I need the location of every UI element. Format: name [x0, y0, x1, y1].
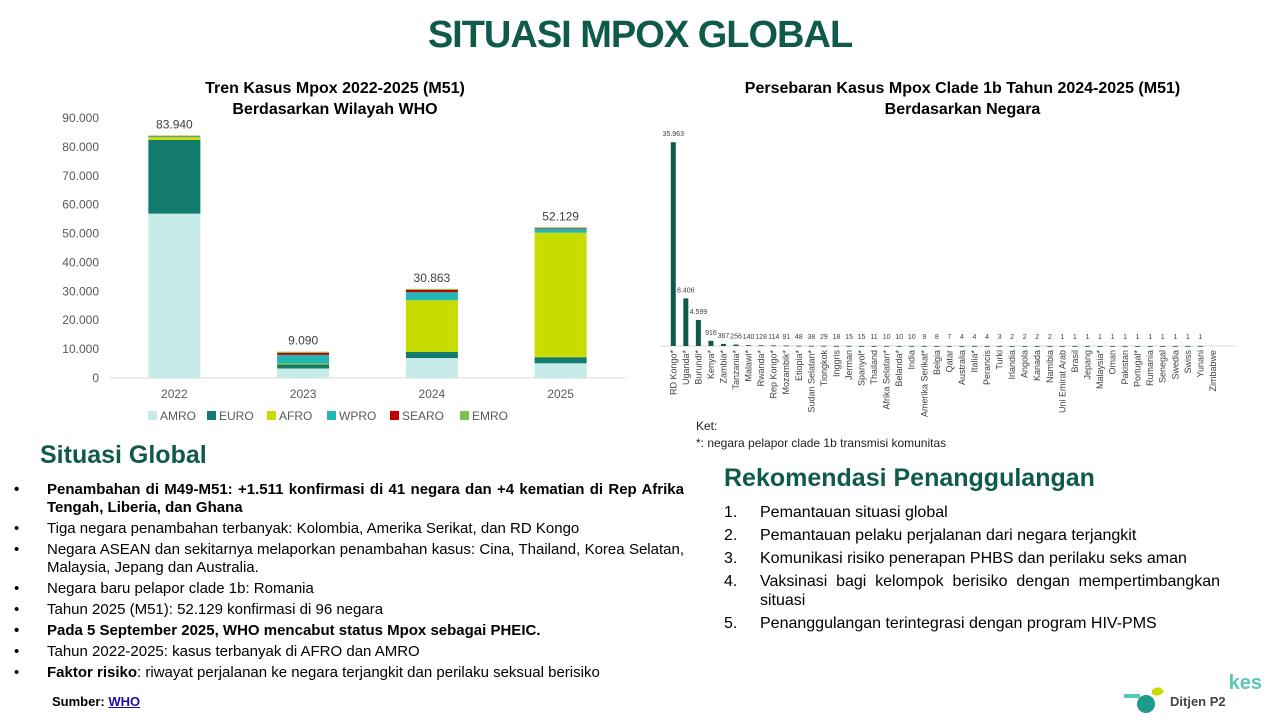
logo-icon [1124, 680, 1168, 724]
situasi-item-text: Tahun 2022-2025: kasus terbanyak di AFRO dan AMRO [47, 643, 420, 660]
situasi-item [14, 601, 684, 619]
value-label: 4.599 [690, 309, 708, 316]
rekomendasi-item [724, 614, 1220, 633]
country-label: Pakistan [1120, 350, 1130, 385]
situasi-global-title: Situasi Global [40, 441, 207, 470]
y-tick-label: 30.000 [62, 284, 99, 298]
chart2-country-bar [660, 110, 1260, 430]
chart2-title-line1: Persebaran Kasus Mpox Clade 1b Tahun 2024-2025 (M51) [700, 78, 1225, 99]
country-bar [683, 298, 688, 346]
bar-afro-2025 [535, 233, 587, 358]
country-label: Amerika Serikat* [919, 350, 929, 418]
situasi-item-text: : riwayat perjalanan ke negara terjangkit dan perilaku seksual berisiko [137, 664, 600, 681]
country-bar [1123, 346, 1128, 347]
value-label: 3 [998, 334, 1002, 341]
rekomendasi-item [724, 526, 1220, 545]
y-tick-label: 70.000 [62, 169, 99, 183]
country-label: Malawi* [744, 350, 754, 382]
rekomendasi-number: 2. [724, 526, 737, 545]
situasi-item-text: Penambahan di M49-M51: +1.511 konfirmasi di 41 negara dan +4 kematian di Rep Afrika Tengah, Liberia, dan Ghana [47, 481, 684, 516]
bar-wpro-2023 [277, 355, 329, 364]
value-label: 1 [1098, 334, 1102, 341]
value-label: 1 [1186, 334, 1190, 341]
bullet-icon: • [14, 601, 19, 619]
x-tick-label: 2023 [290, 387, 317, 401]
legend-swatch-wpro [327, 411, 336, 420]
bullet-icon: • [14, 622, 19, 640]
y-tick-label: 80.000 [62, 140, 99, 154]
country-label: Oman [1108, 350, 1118, 375]
bar-wpro-2022 [148, 136, 200, 137]
bar-searo-2023 [277, 353, 329, 355]
bullet-icon: • [14, 541, 19, 559]
value-label: 1 [1060, 334, 1064, 341]
legend-label: SEARO [402, 409, 444, 423]
country-label: Italia* [969, 350, 979, 373]
country-bar [846, 346, 851, 347]
country-label: Rwanda* [756, 350, 766, 387]
country-bar [959, 346, 964, 347]
kemenkes-logo [1124, 672, 1274, 716]
legend-label: AFRO [279, 409, 312, 423]
note-heading: Ket: [696, 418, 946, 435]
country-bar [1060, 346, 1065, 347]
country-bar [897, 346, 902, 347]
x-tick-label: 2022 [161, 387, 188, 401]
country-bar [922, 346, 927, 347]
legend-label: EMRO [472, 409, 508, 423]
country-label: Thailand [869, 350, 879, 385]
value-label: 48 [795, 334, 803, 341]
bar-searo-2025 [535, 228, 587, 229]
country-label: Australia [957, 350, 967, 385]
country-label: Brasil [1070, 350, 1080, 373]
bullet-icon: • [14, 643, 19, 661]
country-bar [1198, 346, 1203, 347]
value-label: 15 [845, 334, 853, 341]
country-bar [1185, 346, 1190, 347]
value-label: 11 [870, 334, 877, 341]
chart2-note [696, 418, 946, 452]
country-bar [809, 346, 814, 347]
source-line [52, 694, 140, 709]
country-label: Spanyol* [857, 350, 867, 387]
country-label: Perancis [982, 350, 992, 386]
country-bar [721, 344, 726, 346]
situasi-item-text: Tiga negara penambahan terbanyak: Kolombia, Amerika Serikat, dan RD Kongo [47, 520, 579, 537]
value-label: 9 [922, 334, 926, 341]
situasi-item-text: Negara baru pelapor clade 1b: Romania [47, 580, 314, 597]
total-label: 83.940 [156, 118, 193, 132]
country-label: Etiopia* [794, 350, 804, 382]
value-label: 8.406 [677, 287, 695, 294]
country-bar [947, 346, 952, 347]
country-bar [834, 346, 839, 347]
bar-euro-2023 [277, 364, 329, 368]
country-bar [1110, 346, 1115, 347]
value-label: 1 [1123, 334, 1127, 341]
country-bar [696, 320, 701, 346]
rekomendasi-list [724, 503, 1220, 637]
chart1-stacked-bar [0, 105, 640, 445]
value-label: 4 [960, 334, 964, 341]
country-bar [759, 345, 764, 346]
country-bar [859, 346, 864, 347]
country-label: Uni Emirat Arab [1057, 350, 1067, 413]
total-label: 9.090 [288, 334, 318, 348]
value-label: 1 [1173, 334, 1177, 341]
country-label: Mozambik* [781, 350, 791, 395]
situasi-item-text: Tahun 2025 (M51): 52.129 konfirmasi di 96 negara [47, 601, 383, 618]
country-label: Senegal [1158, 350, 1168, 383]
country-label: Tanzania* [731, 350, 741, 390]
country-bar [734, 345, 739, 346]
situasi-item [14, 481, 684, 517]
y-tick-label: 20.000 [62, 313, 99, 327]
country-label: Sudan Selatan* [806, 350, 816, 413]
country-label: Namibia [1045, 350, 1055, 383]
value-label: 38 [807, 334, 815, 341]
value-label: 29 [820, 334, 828, 341]
total-label: 30.863 [414, 271, 451, 285]
value-label: 10 [895, 334, 903, 341]
bar-wpro-2024 [406, 292, 458, 300]
y-tick-label: 50.000 [62, 227, 99, 241]
country-label: Kenya* [706, 350, 716, 380]
y-tick-label: 90.000 [62, 111, 99, 125]
situasi-item [14, 664, 684, 682]
bar-amro-2024 [406, 358, 458, 378]
y-tick-label: 0 [92, 371, 99, 385]
country-label: Zimbabwe [1208, 350, 1218, 392]
country-label: India [907, 350, 917, 370]
legend-label: WPRO [339, 409, 376, 423]
chart1-title-line1: Tren Kasus Mpox 2022-2025 (M51) [130, 78, 540, 99]
legend-swatch-euro [207, 411, 216, 420]
value-label: 2 [1010, 334, 1014, 341]
situasi-item [14, 541, 684, 577]
country-label: Jepang [1082, 350, 1092, 380]
country-label: Kanada [1032, 350, 1042, 381]
bar-wpro-2025 [535, 229, 587, 233]
country-bar [671, 142, 676, 346]
bullet-icon: • [14, 520, 19, 538]
situasi-item-text: Negara ASEAN dan sekitarnya melaporkan penambahan kasus: Cina, Thailand, Korea Selatan, Malaysia, Jepang dan Australia. [47, 541, 684, 576]
country-label: Tiongkok [819, 350, 829, 387]
country-label: Uganda* [681, 350, 691, 386]
country-label: Portugal* [1133, 350, 1143, 388]
bar-afro-2023 [277, 364, 329, 365]
country-label: Zambia* [718, 350, 728, 384]
value-label: 91 [782, 334, 790, 341]
country-label: Burundi* [693, 350, 703, 385]
country-label: Rep Kongo* [769, 350, 779, 399]
country-bar [708, 341, 713, 346]
y-tick-label: 40.000 [62, 255, 99, 269]
rekomendasi-text: Pemantauan pelaku perjalanan dari negara terjangkit [760, 527, 1136, 544]
country-bar [1160, 346, 1165, 347]
rekomendasi-text: Vaksinasi bagi kelompok berisiko dengan mempertimbangkan situasi [760, 573, 1220, 609]
value-label: 114 [768, 334, 779, 341]
value-label: 8 [935, 334, 939, 341]
rekomendasi-number: 1. [724, 503, 737, 522]
country-label: Swiss [1183, 350, 1193, 374]
country-label: Belgia [932, 350, 942, 375]
rekomendasi-number: 4. [724, 572, 737, 591]
chart2-title-line2: Berdasarkan Negara [700, 99, 1225, 120]
rekomendasi-title: Rekomendasi Penanggulangan [724, 464, 1095, 493]
bar-emro-2024 [406, 289, 458, 290]
legend-swatch-searo [390, 411, 399, 420]
value-label: 35.963 [663, 131, 685, 138]
country-label: Rumania [1145, 350, 1155, 386]
country-bar [1097, 346, 1102, 347]
situasi-item [14, 622, 684, 640]
rekomendasi-item [724, 549, 1220, 568]
situasi-item [14, 520, 684, 538]
value-label: 367 [718, 333, 730, 340]
bar-emro-2025 [535, 227, 587, 228]
country-label: Afrika Selatan* [882, 350, 892, 410]
bar-searo-2024 [406, 290, 458, 292]
value-label: 1 [1111, 334, 1115, 341]
x-tick-label: 2025 [547, 387, 574, 401]
legend-swatch-amro [148, 411, 157, 420]
country-label: Irlandia [1007, 350, 1017, 380]
country-bar [771, 345, 776, 346]
country-label: RD Kongo* [668, 350, 678, 396]
page-title: SITUASI MPOX GLOBAL [0, 14, 1280, 57]
value-label: 18 [833, 334, 841, 341]
country-label: Yunani [1195, 350, 1205, 378]
value-label: 140 [743, 334, 755, 341]
rekomendasi-number: 5. [724, 614, 737, 633]
value-label: 7 [947, 334, 951, 341]
situasi-item [14, 580, 684, 598]
country-label: Qatar [944, 350, 954, 373]
country-bar [909, 346, 914, 347]
note-text: *: negara pelapor clade 1b transmisi komunitas [696, 435, 946, 452]
bar-amro-2025 [535, 363, 587, 378]
value-label: 4 [985, 334, 989, 341]
country-label: Swedia [1170, 350, 1180, 380]
country-bar [746, 345, 751, 346]
value-label: 256 [730, 334, 742, 341]
bar-euro-2022 [148, 140, 200, 214]
value-label: 1 [1148, 334, 1152, 341]
logo-kes-text: kes [1229, 672, 1262, 695]
y-tick-label: 10.000 [62, 342, 99, 356]
country-bar [1085, 346, 1090, 347]
bullet-icon: • [14, 580, 19, 598]
rekomendasi-text: Komunikasi risiko penerapan PHBS dan perilaku seks aman [760, 550, 1187, 567]
value-label: 128 [755, 334, 767, 341]
country-label: Malaysia* [1095, 350, 1105, 390]
legend-swatch-emro [460, 411, 469, 420]
country-bar [1148, 346, 1153, 347]
value-label: 10 [908, 334, 916, 341]
total-label: 52.129 [542, 209, 579, 223]
bullet-icon: • [14, 664, 19, 682]
logo-ditjen-text: Ditjen P2 [1170, 694, 1226, 709]
value-label: 916 [705, 330, 717, 337]
country-label: Turki [995, 350, 1005, 370]
bar-amro-2023 [277, 368, 329, 378]
bar-euro-2025 [535, 357, 587, 363]
legend-swatch-afro [267, 411, 276, 420]
situasi-item-bold: Faktor risiko [47, 664, 137, 681]
value-label: 1 [1198, 334, 1202, 341]
situasi-global-list [14, 481, 684, 685]
value-label: 15 [858, 334, 866, 341]
rekomendasi-item [724, 503, 1220, 522]
country-bar [1035, 346, 1040, 347]
bar-afro-2022 [148, 137, 200, 140]
value-label: 2 [1035, 334, 1039, 341]
country-bar [972, 346, 977, 347]
country-bar [1173, 346, 1178, 347]
situasi-item-text: Pada 5 September 2025, WHO mencabut status Mpox sebagai PHEIC. [47, 622, 540, 639]
country-bar [1022, 346, 1027, 347]
country-label: Inggris [831, 350, 841, 378]
bar-emro-2023 [277, 352, 329, 353]
chart1-title-line2: Berdasarkan Wilayah WHO [130, 99, 540, 120]
country-bar [1135, 346, 1140, 347]
value-label: 4 [973, 334, 977, 341]
x-tick-label: 2024 [419, 387, 446, 401]
country-bar [821, 346, 826, 347]
country-bar [934, 346, 939, 347]
rekomendasi-number: 3. [724, 549, 737, 568]
situasi-item [14, 643, 684, 661]
value-label: 1 [1085, 334, 1089, 341]
country-bar [997, 346, 1002, 347]
country-bar [784, 345, 789, 346]
bar-euro-2024 [406, 352, 458, 358]
value-label: 1 [1073, 334, 1077, 341]
country-bar [1010, 346, 1015, 347]
country-bar [796, 346, 801, 347]
country-bar [1047, 346, 1052, 347]
rekomendasi-item [724, 572, 1220, 610]
value-label: 1 [1136, 334, 1140, 341]
y-tick-label: 60.000 [62, 198, 99, 212]
legend-label: EURO [219, 409, 254, 423]
bar-amro-2022 [148, 214, 200, 378]
rekomendasi-text: Penanggulangan terintegrasi dengan program HIV-PMS [760, 615, 1157, 632]
country-bar [1072, 346, 1077, 347]
country-label: Jerman [844, 350, 854, 380]
country-bar [872, 346, 877, 347]
bar-afro-2024 [406, 300, 458, 352]
value-label: 2 [1048, 334, 1052, 341]
bullet-icon: • [14, 481, 19, 499]
country-bar [884, 346, 889, 347]
rekomendasi-text: Pemantauan situasi global [760, 504, 948, 521]
value-label: 2 [1023, 334, 1027, 341]
country-label: Angola [1020, 350, 1030, 378]
source-label: Sumber: [52, 694, 108, 709]
value-label: 10 [883, 334, 891, 341]
value-label: 1 [1161, 334, 1165, 341]
legend-label: AMRO [160, 409, 196, 423]
source-link[interactable]: WHO [108, 694, 140, 709]
country-label: Belanda* [894, 350, 904, 387]
country-bar [985, 346, 990, 347]
